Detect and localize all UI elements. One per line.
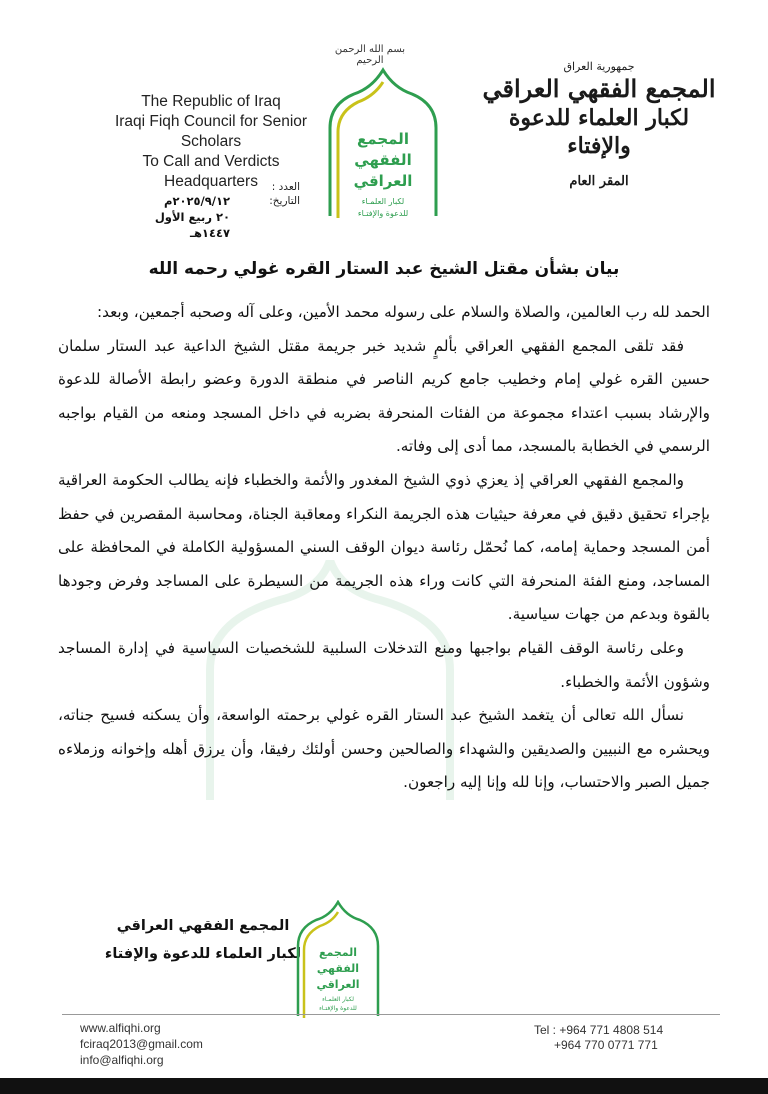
signature-line-2: لكبار العلماء للدعوة والإفتاء <box>104 946 302 962</box>
stamp-logo <box>292 900 384 1020</box>
body-paragraph-demands: والمجمع الفقهي العراقي إذ يعزي ذوي الشيخ المغدور والأئمة والخطباء فإنه يطالب الحكومة العراقية بإجراء تحقيق دقيق في معرفة حيثيات هذه الجريمة النكراء ومعاقبة الجناة، ومحاسبة المقصرين في حفظ أمن المسجد وحماية إمامه، كما نُحمّل رئاسة ديوان الوقف السني المسؤولية الكاملة في المحافظة على المساجد، ومنع الفئة المنحرفة التي كانت وراء هذه الجريمة من السيطرة على المساجد وفرض وجودها بالقوة وبدعم من جهات سياسية. <box>58 470 710 624</box>
basmala: بسم الله الرحمن الرحيم <box>334 44 406 66</box>
header-en-hq: Headquarters <box>164 173 258 190</box>
date-value: ٢٠٢٥/٩/١٢م <box>164 194 230 208</box>
body-paragraph-opening: الحمد لله رب العالمين، والصلاة والسلام على رسوله محمد الأمين، وعلى آله وصحبه أجمعين، وبعد: <box>97 303 710 321</box>
statement-body <box>58 296 710 800</box>
header-ar-scholars: لكبار العلماء للدعوة والإفتاء <box>508 105 690 159</box>
document-meta-values <box>120 193 230 241</box>
stamp-text-1: المجمع <box>318 946 358 959</box>
council-logo <box>320 66 446 226</box>
stamp-sub-2: للدعوة والإفتـاء <box>319 1005 357 1012</box>
header-ar-hq: المقر العام <box>569 174 629 189</box>
stamp-text-2: الفقهي <box>316 962 360 975</box>
stamp-text-3: العراقي <box>316 978 360 991</box>
website-link[interactable]: www.alfiqhi.org <box>80 1021 161 1035</box>
header-en-call: To Call and Verdicts <box>142 153 280 170</box>
header-en-republic: The Republic of Iraq <box>141 93 281 110</box>
phone-1: Tel : +964 771 4808 514 <box>534 1023 664 1037</box>
body-paragraph-incident: فقد تلقى المجمع الفقهي العراقي بألمٍ شديد خبر جريمة مقتل الشيخ الداعية عبد الستار سلمان حسين القره غولي إمام وخطيب جامع كريم الناصر في منطقة الدورة وعضو رابطة الأصالة للدعوة والإرشاد بسبب اعتداء مجموعة من الفئات المنحرفة بضربه في داخل المسجد ومنعه من القيام بواجبه الرسمي في الخطابة بالمسجد، مما أدى إلى وفاته. <box>58 336 710 456</box>
logo-text-3: العراقي <box>353 172 413 190</box>
signature <box>78 912 328 968</box>
logo-sub-1: لكبار العلمـاء <box>361 197 405 206</box>
body-paragraph-endowment: وعلى رئاسة الوقف القيام بواجبها ومنع التدخلات السلبية للشخصيات السياسية في إدارة المساجد وشؤون الأئمة والخطباء. <box>58 638 710 691</box>
header-english <box>96 92 326 192</box>
logo-text-2: الفقهي <box>354 151 412 169</box>
logo-sub-2: للدعوة والإفتـاء <box>357 209 409 218</box>
phone-2: +964 770 0771 771 <box>534 1038 658 1052</box>
body-paragraph-prayer: نسأل الله تعالى أن يتغمد الشيخ عبد الستار القره غولي برحمته الواسعة، وأن يسكنه فسيح جناته، ويحشره مع النبيين والصديقين والشهداء والصالحين وحسن أولئك رفيقا، وأن يرزق أهله وإخوانه وزملاءه جميل الصبر والاحتساب، وإنا لله وإنا إليه راجعون. <box>58 706 710 792</box>
header-en-council: Iraqi Fiqh Council for Senior Scholars <box>114 113 308 150</box>
email-link-1[interactable]: fciraq2013@gmail.com <box>80 1037 203 1051</box>
signature-line-1: المجمع الفقهي العراقي <box>116 918 290 934</box>
bottom-edge-bar <box>0 1078 768 1094</box>
date-label: التاريخ: <box>269 195 300 207</box>
footer-phones <box>534 1023 734 1053</box>
header-ar-council: المجمع الفقهي العراقي <box>482 74 716 103</box>
header-ar-republic: جمهورية العراق <box>563 60 635 73</box>
footer-contacts <box>80 1020 320 1068</box>
stamp-sub-1: لكبار العلمـاء <box>322 996 354 1003</box>
statement-title: بيان بشأن مقتل الشيخ عبد الستار القره غولي رحمه الله <box>148 259 620 279</box>
footer-divider <box>62 1014 720 1015</box>
header-arabic <box>474 60 724 189</box>
logo-text-1: المجمع <box>357 130 409 148</box>
email-link-2[interactable]: info@alfiqhi.org <box>80 1053 164 1067</box>
hijri-date-value: ٢٠ ربيع الأول ١٤٤٧هـ <box>154 210 230 240</box>
number-label: العدد : <box>271 181 300 193</box>
